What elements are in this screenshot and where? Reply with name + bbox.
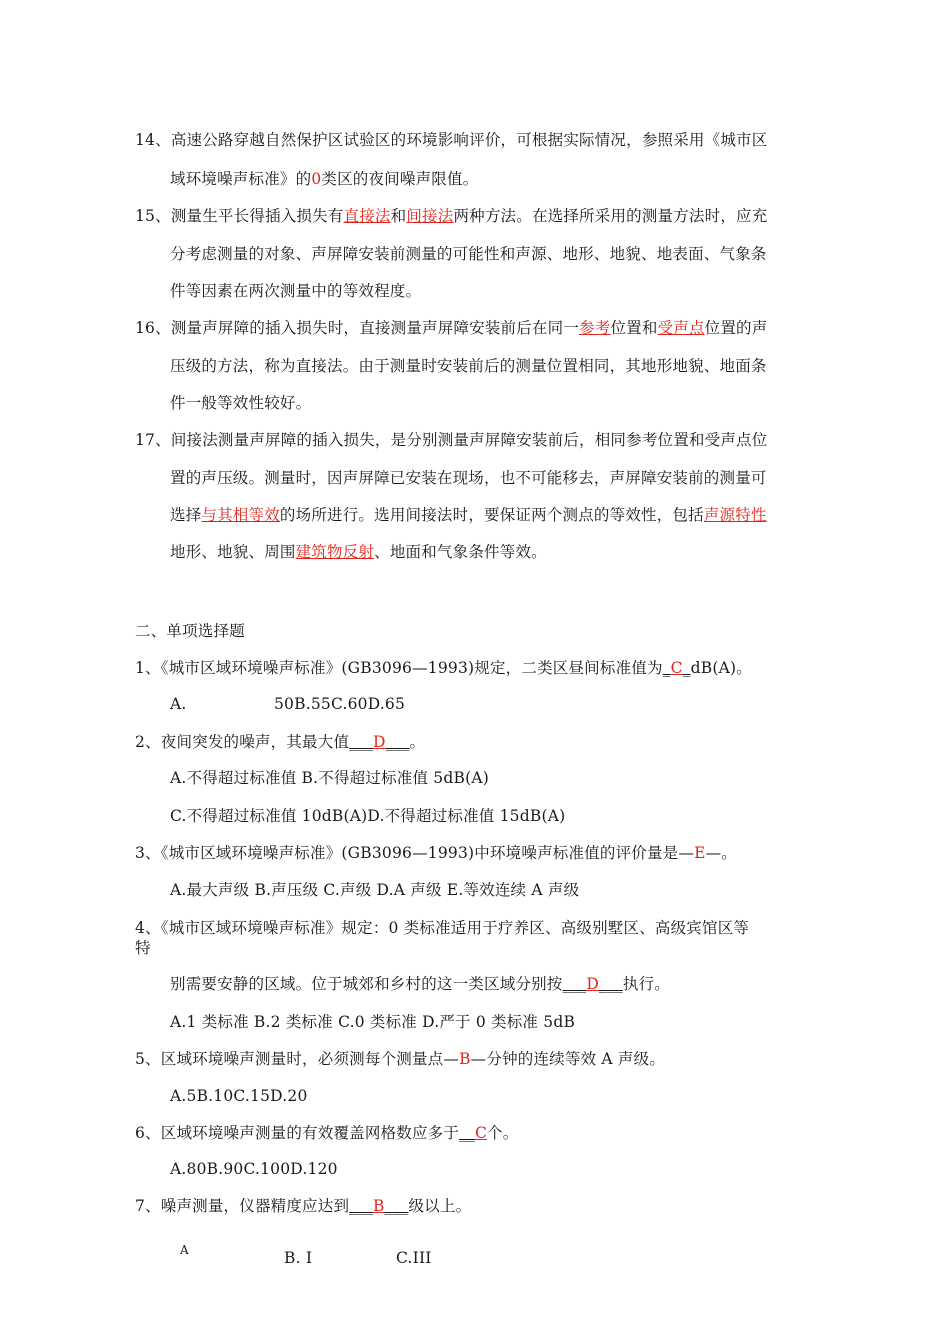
choice-3-question: 3、《城市区域环境噪声标准》(GB3096—1993)中环境噪声标准值的评价量是—E—。 <box>135 844 737 862</box>
q16-line-2: 压级的方法，称为直接法。由于测量时安装前后的测量位置相同，其地形地貌、地面条 <box>170 357 767 375</box>
q15-line-1: 15、测量生平长得插入损失有直接法和间接法两种方法。在选择所采用的测量方法时，应充 <box>135 207 768 225</box>
q17-line-1: 17、间接法测量声屏障的插入损失，是分别测量声屏障安装前后，相同参考位置和受声点位 <box>135 431 768 449</box>
choice-7-answer: B <box>373 1197 385 1215</box>
choice-4-answer: D <box>586 975 600 993</box>
choice-5-answer: B <box>459 1050 471 1068</box>
choice-1-answer: C <box>670 659 683 677</box>
choice-6-answer: C <box>474 1124 488 1142</box>
choice-6-question: 6、区域环境噪声测量的有效覆盖网格数应多于__C个。 <box>135 1124 519 1142</box>
choice-7-option-c: C.III <box>396 1249 432 1267</box>
q15-answer-1: 直接法 <box>343 207 391 225</box>
choice-2-answer: D <box>373 733 386 751</box>
choice-4-question-line-1: 4、《城市区域环境噪声标准》规定：0 类标准适用于疗养区、高级别墅区、高级宾馆区等 <box>135 919 750 937</box>
choice-7-option-a: A <box>180 1243 189 1257</box>
choice-4-question-line-2: 特 <box>135 939 151 957</box>
choice-2-question: 2、夜间突发的噪声，其最大值___D___。 <box>135 733 426 751</box>
q14-answer: 0 <box>311 170 322 188</box>
choice-7-option-b: B. I <box>284 1249 313 1267</box>
section-title: 二、单项选择题 <box>135 622 245 640</box>
choice-2-options-2: C.不得超过标准值 10dB(A)D.不得超过标准值 15dB(A) <box>170 807 566 825</box>
choice-3-options: A.最大声级 B.声压级 C.声级 D.A 声级 E.等效连续 A 声级 <box>170 881 580 899</box>
choice-5-options: A.5B.10C.15D.20 <box>170 1087 308 1105</box>
choice-4-options: A.1 类标准 B.2 类标准 C.0 类标准 D.严于 0 类标准 5dB <box>170 1013 576 1031</box>
q17-answer-3: 建筑物反射 <box>295 543 375 561</box>
choice-5-question: 5、区域环境噪声测量时，必须测每个测量点—B—分钟的连续等效 A 声级。 <box>135 1050 666 1068</box>
q16-line-1: 16、测量声屏障的插入损失时，直接测量声屏障安装前后在同一参考位置和受声点位置的声 <box>135 319 768 337</box>
q16-answer-2: 受声点 <box>657 319 705 337</box>
q17-line-3: 选择与其相等效的场所进行。选用间接法时，要保证两个测点的等效性，包括声源特性 <box>170 506 767 524</box>
q14-line-2: 域环境噪声标准》的0类区的夜间噪声限值。 <box>170 170 479 188</box>
q17-line-4: 地形、地貌、周围建筑物反射、地面和气象条件等效。 <box>170 543 547 561</box>
q15-answer-2: 间接法 <box>406 207 454 225</box>
q16-answer-1: 参考 <box>579 319 611 337</box>
choice-1-question: 1、《城市区域环境噪声标准》(GB3096—1993)规定，二类区昼间标准值为_C_dB(A)。 <box>135 659 752 677</box>
q14-line-1: 14、高速公路穿越自然保护区试验区的环境影响评价，可根据实际情况，参照采用《城市区 <box>135 131 768 149</box>
q17-answer-2: 声源特性 <box>703 506 767 524</box>
choice-1-option-a: A. <box>170 695 187 713</box>
q15-line-2: 分考虑测量的对象、声屏障安装前测量的可能性和声源、地形、地貌、地表面、气象条 <box>170 245 767 263</box>
choice-7-question: 7、噪声测量，仪器精度应达到___B___级以上。 <box>135 1197 472 1215</box>
q15-line-3: 件等因素在两次测量中的等效程度。 <box>170 282 422 300</box>
q17-answer-1: 与其相等效 <box>201 506 280 524</box>
q17-line-2: 置的声压级。测量时，因声屏障已安装在现场，也不可能移去，声屏障安装前的测量可 <box>170 469 767 487</box>
choice-6-options: A.80B.90C.100D.120 <box>170 1160 338 1178</box>
choice-1-options: 50B.55C.60D.65 <box>274 695 406 713</box>
choice-3-answer: E <box>694 844 706 862</box>
q16-line-3: 件一般等效性较好。 <box>170 394 312 412</box>
choice-4-question-line-3: 别需要安静的区域。位于城郊和乡村的这一类区域分别按___D___执行。 <box>170 975 670 993</box>
choice-2-options-1: A.不得超过标准值 B.不得超过标准值 5dB(A) <box>170 769 489 787</box>
